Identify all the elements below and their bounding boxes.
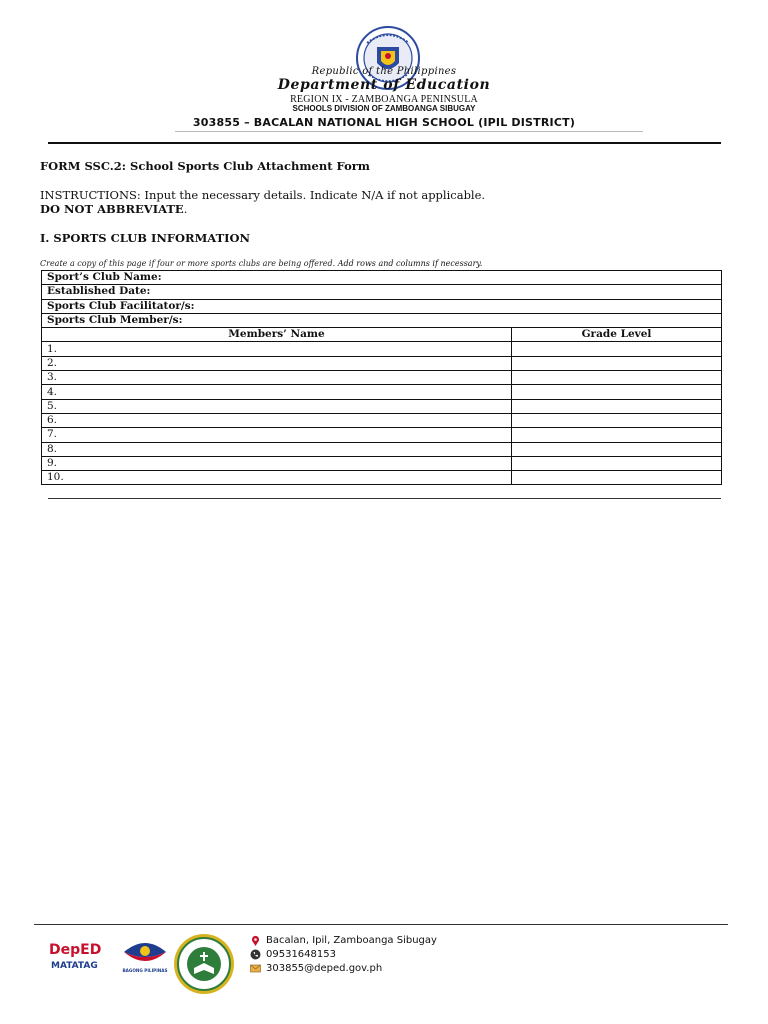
footer-phone — [250, 949, 336, 960]
column-header-row — [42, 328, 722, 342]
address-text: Bacalan, Ipil, Zamboanga Sibugay — [266, 935, 437, 946]
member-name-cell[interactable]: 8. — [42, 442, 512, 456]
field-row — [42, 313, 722, 327]
field-established-date[interactable]: Established Date: — [42, 285, 722, 299]
form-title: FORM SSC.2: School Sports Club Attachment Form — [40, 159, 370, 173]
field-facilitator[interactable]: Sports Club Facilitator/s: — [42, 299, 722, 313]
table-row — [42, 471, 722, 485]
sports-club-table — [41, 270, 722, 485]
header-divider — [48, 142, 721, 144]
header-school: 303855 – BACALAN NATIONAL HIGH SCHOOL (IPIL DISTRICT) — [192, 116, 576, 129]
phone-icon — [250, 949, 261, 960]
member-name-cell[interactable]: 5. — [42, 399, 512, 413]
grade-level-cell[interactable] — [512, 413, 722, 427]
field-club-name[interactable]: Sport’s Club Name: — [42, 271, 722, 285]
school-seal-logo — [172, 932, 236, 996]
member-name-cell[interactable]: 2. — [42, 356, 512, 370]
grade-level-cell[interactable] — [512, 385, 722, 399]
header-division: SCHOOLS DIVISION OF ZAMBOANGA SIBUGAY — [292, 104, 476, 113]
grade-level-cell[interactable] — [512, 342, 722, 356]
table-row — [42, 413, 722, 427]
footer-divider — [34, 924, 728, 925]
phone-text: 09531648153 — [266, 949, 336, 960]
deped-matatag-logo — [47, 938, 115, 974]
table-row — [42, 342, 722, 356]
table-row — [42, 385, 722, 399]
table-row — [42, 371, 722, 385]
field-members: Sports Club Member/s: — [42, 313, 722, 327]
email-text[interactable]: 303855@deped.gov.ph — [266, 963, 383, 974]
member-name-cell[interactable]: 3. — [42, 371, 512, 385]
copy-note-rows: Add rows and columns if necessary. — [335, 259, 483, 268]
field-row — [42, 285, 722, 299]
member-name-cell[interactable]: 9. — [42, 456, 512, 470]
field-row — [42, 299, 722, 313]
header-republic: Republic of the Philippines — [311, 66, 457, 77]
copy-note-italic: Create a copy of this page if four or more sports clubs are being offered. — [40, 259, 336, 268]
no-abbreviate-period: . — [183, 202, 188, 216]
location-pin-icon — [250, 935, 261, 946]
grade-level-cell[interactable] — [512, 399, 722, 413]
header-department: Department of Education — [277, 77, 491, 93]
col-grade-level: Grade Level — [512, 328, 722, 342]
email-icon — [250, 963, 261, 974]
table-row — [42, 428, 722, 442]
col-members-name: Members’ Name — [42, 328, 512, 342]
field-row — [42, 271, 722, 285]
member-name-cell[interactable]: 1. — [42, 342, 512, 356]
table-row — [42, 442, 722, 456]
grade-level-cell[interactable] — [512, 428, 722, 442]
member-name-cell[interactable]: 4. — [42, 385, 512, 399]
no-abbreviate-text — [40, 202, 187, 216]
member-name-cell[interactable]: 7. — [42, 428, 512, 442]
bagong-label: BAGONG PILIPINAS — [122, 968, 168, 973]
table-row — [42, 456, 722, 470]
header-thin-divider — [175, 131, 643, 132]
deped-word: DepED — [49, 942, 102, 958]
grade-level-cell[interactable] — [512, 442, 722, 456]
bagong-pilipinas-logo — [118, 936, 172, 974]
no-abbreviate-label: DO NOT ABBREVIATE — [40, 202, 184, 216]
grade-level-cell[interactable] — [512, 456, 722, 470]
section-title: I. SPORTS CLUB INFORMATION — [40, 231, 251, 245]
table-row — [42, 356, 722, 370]
grade-level-cell[interactable] — [512, 371, 722, 385]
member-name-cell[interactable]: 10. — [42, 471, 512, 485]
instructions-text: INSTRUCTIONS: Input the necessary details. Indicate N/A if not applicable. — [40, 188, 486, 202]
table-bottom-divider — [48, 498, 721, 499]
grade-level-cell[interactable] — [512, 471, 722, 485]
footer-address — [250, 935, 437, 946]
footer-email — [250, 963, 382, 974]
header-region: REGION IX - ZAMBOANGA PENINSULA — [290, 94, 478, 105]
member-name-cell[interactable]: 6. — [42, 413, 512, 427]
grade-level-cell[interactable] — [512, 356, 722, 370]
copy-note — [40, 259, 482, 268]
table-row — [42, 399, 722, 413]
deped-sub: MATATAG — [51, 961, 98, 971]
